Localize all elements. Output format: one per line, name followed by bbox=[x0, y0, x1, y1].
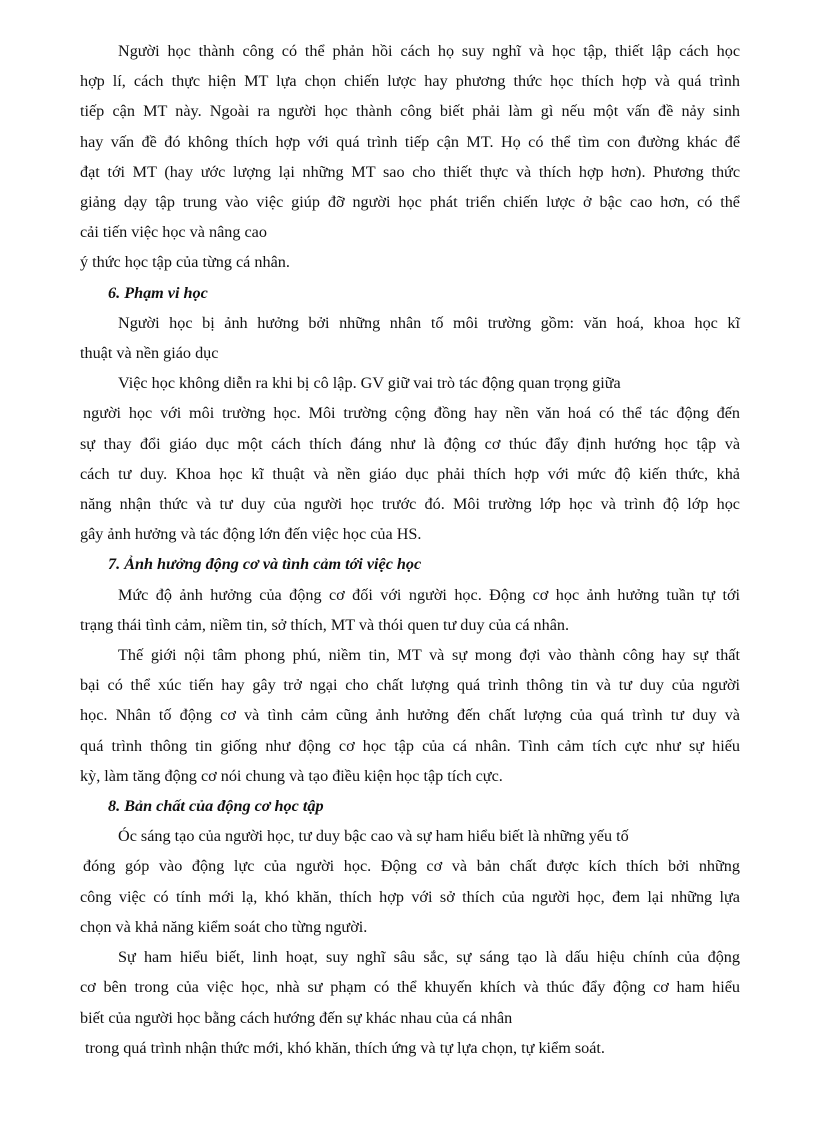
text-line: giảng dạy tập trung vào việc giúp đỡ người học phát triển chiến lược ở bậc cao hơn, có thể bbox=[80, 193, 740, 212]
text-line: hợp lí, cách thực hiện MT lựa chọn chiến lược hay phương thức học thích hợp và quá trình bbox=[80, 72, 740, 91]
paragraph-successful-learner bbox=[80, 36, 740, 278]
text-line: năng nhận thức và tư duy của người học trước đó. Môi trường lớp học và trình độ lớp học bbox=[80, 495, 740, 514]
text-line: Người học thành công có thể phản hồi cách họ suy nghĩ và học tập, thiết lập cách học bbox=[118, 42, 740, 60]
paragraph-motivation-level bbox=[80, 580, 740, 640]
text-line: bại có thể xúc tiến hay gây trở ngại cho chất lượng quá trình thông tin và tư duy của người bbox=[80, 676, 740, 695]
text-line: quá trình thông tin giống như động cơ học tập của cá nhân. Tình cảm tích cực như sự hiếu bbox=[80, 736, 740, 755]
paragraph-learning-isolation bbox=[80, 368, 740, 549]
text-line: cách tư duy. Khoa học kĩ thuật và nền giáo dục phải thích hợp với mức độ kiến thức, khả bbox=[80, 464, 740, 483]
section-heading-6: 6. Phạm vi học bbox=[108, 283, 208, 302]
text-line: người học với môi trường học. Môi trường cộng đồng hay nền văn hoá có thể tác động đến bbox=[83, 404, 740, 423]
section-heading-8: 8. Bản chất của động cơ học tập bbox=[108, 797, 324, 816]
text-line: gây ảnh hưởng và tác động lớn đến việc học của HS. bbox=[80, 525, 422, 544]
text-line: chọn và khả năng kiểm soát cho từng người. bbox=[80, 917, 368, 936]
document-page bbox=[80, 36, 740, 1063]
text-line: cơ bên trong của việc học, nhà sư phạm có thể khuyến khích và thúc đẩy động cơ ham hiểu bbox=[80, 978, 740, 997]
text-line: sự thay đổi giáo dục một cách thích đáng như là động cơ thúc đẩy định hướng học tập và bbox=[80, 434, 740, 453]
text-line: ý thức học tập của từng cá nhân. bbox=[80, 253, 290, 272]
paragraph-curiosity bbox=[80, 942, 740, 1063]
text-line: hay vấn đề đó không thích hợp với quá trình tiếp cận MT. Họ có thể tìm con đường khác để bbox=[80, 132, 740, 151]
text-line: Óc sáng tạo của người học, tư duy bậc cao và sự ham hiểu biết là những yếu tố bbox=[118, 827, 629, 846]
text-line: cải tiến việc học và nâng cao bbox=[80, 223, 267, 242]
text-line: Mức độ ảnh hưởng của động cơ đối với người học. Động cơ học ảnh hưởng tuần tự tới bbox=[118, 585, 740, 604]
paragraph-inner-world bbox=[80, 640, 740, 791]
text-line: biết của người học bằng cách hướng đến sự khác nhau của cá nhân bbox=[80, 1008, 513, 1027]
text-line: trong quá trình nhận thức mới, khó khăn, thích ứng và tự lựa chọn, tự kiểm soát. bbox=[85, 1038, 605, 1057]
text-line: Sự ham hiểu biết, linh hoạt, suy nghĩ sâu sắc, sự sáng tạo là dấu hiệu chính của động bbox=[118, 948, 740, 967]
text-line: thuật và nền giáo dục bbox=[80, 344, 219, 363]
paragraph-creativity bbox=[80, 821, 740, 942]
text-line: Thế giới nội tâm phong phú, niềm tin, MT và sự mong đợi vào thành công hay sự thất bbox=[118, 646, 740, 665]
section-heading-7: 7. Ảnh hưởng động cơ và tình cảm tới việc học bbox=[108, 555, 422, 574]
text-line: kỳ, làm tăng động cơ nói chung và tạo điều kiện học tập tích cực. bbox=[80, 766, 503, 785]
text-line: tiếp cận MT này. Ngoài ra người học thành công biết phải làm gì nếu một vấn đề nảy sinh bbox=[80, 102, 740, 121]
text-line: Việc học không diễn ra khi bị cô lập. GV giữ vai trò tác động quan trọng giữa bbox=[118, 374, 621, 393]
text-line: Người học bị ảnh hưởng bởi những nhân tố môi trường gồm: văn hoá, khoa học kĩ bbox=[118, 313, 740, 332]
text-line: trạng thái tình cảm, niềm tin, sở thích, MT và thói quen tư duy của cá nhân. bbox=[80, 615, 570, 634]
text-line: đạt tới MT (hay ước lượng lại những MT sao cho thiết thực và thích hợp hơn). Phương thức bbox=[80, 162, 740, 181]
text-line: học. Nhân tố động cơ và tình cảm cũng ảnh hưởng đến chất lượng của quá trình tư duy và bbox=[80, 706, 740, 725]
text-line: đóng góp vào động lực của người học. Động cơ và bản chất được kích thích bởi những bbox=[83, 857, 740, 876]
paragraph-environment-factors bbox=[80, 308, 740, 368]
text-line: công việc có tính mới lạ, khó khăn, thích hợp với sở thích của người học, đem lại những lựa bbox=[80, 887, 740, 906]
